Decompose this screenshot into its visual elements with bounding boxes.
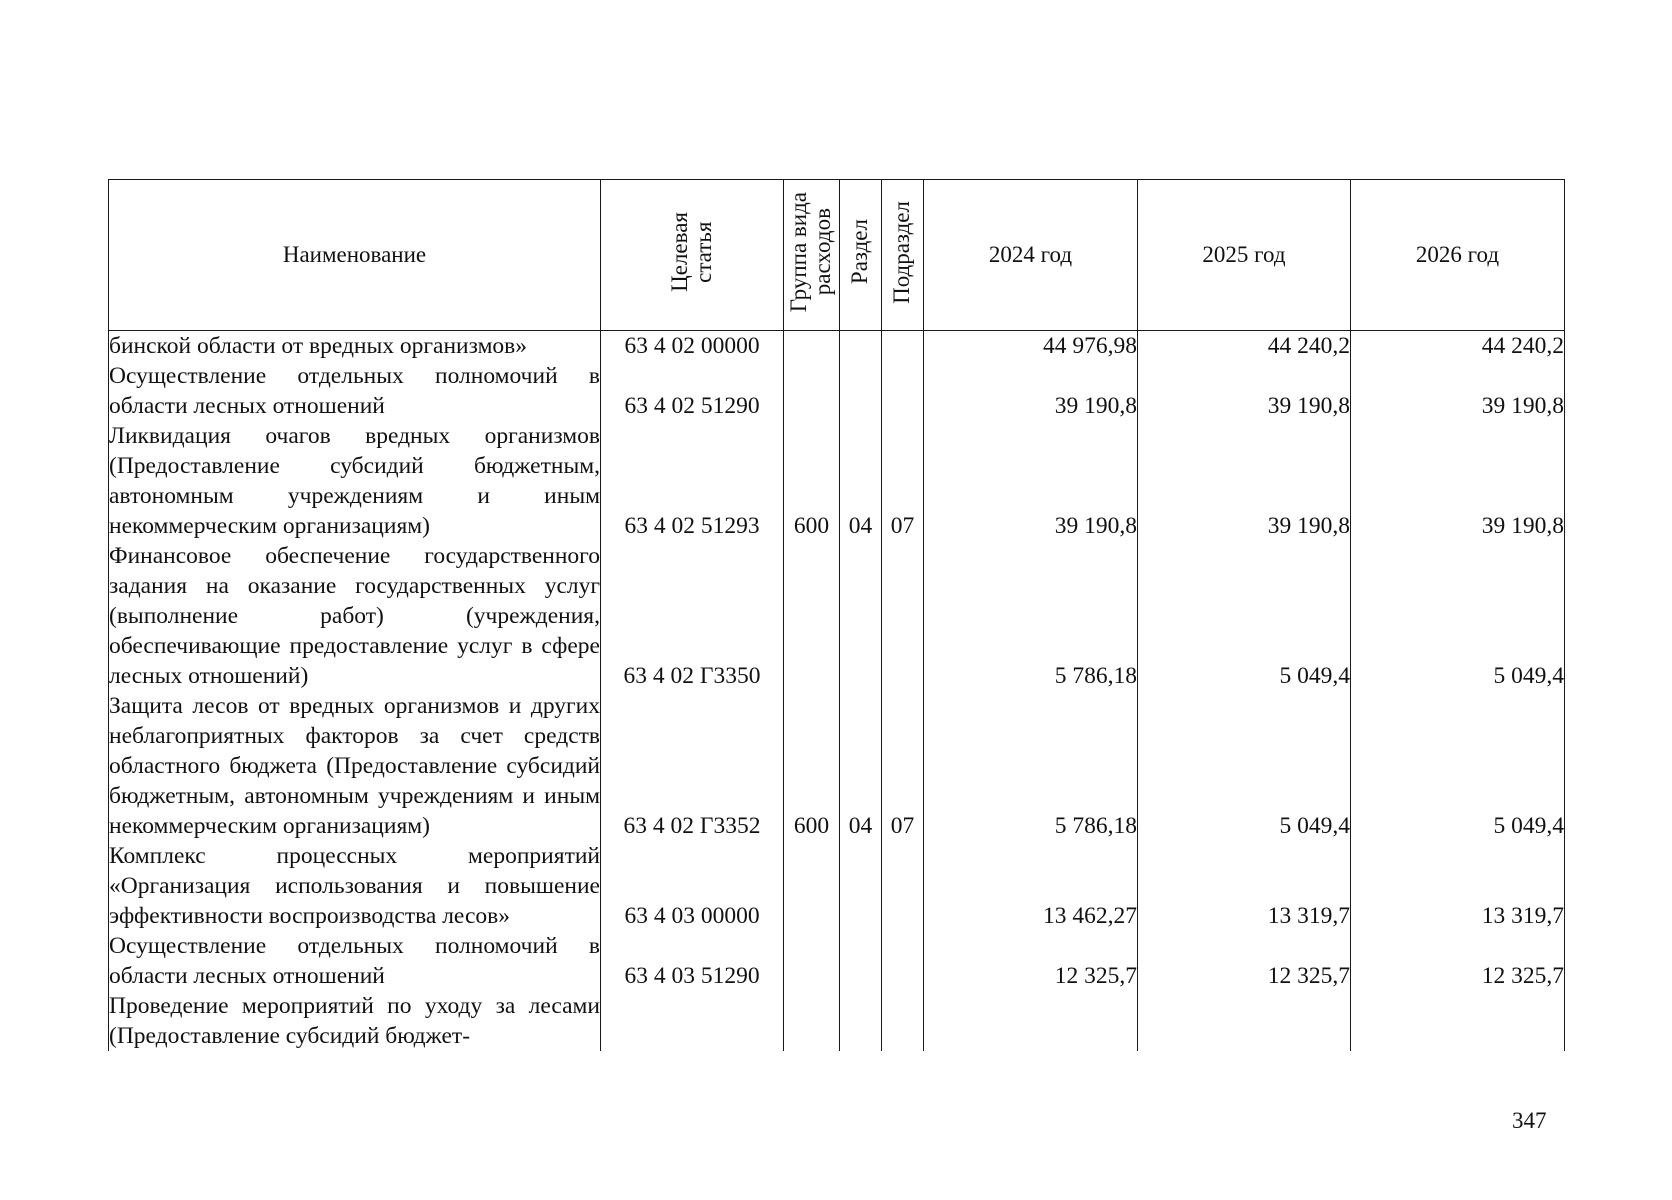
row-target-article: 63 4 02 51290: [601, 361, 784, 421]
table-row: [109, 541, 1565, 691]
row-expense-group: 600: [784, 421, 840, 541]
table-body: [109, 331, 1565, 1052]
table-row: [109, 991, 1565, 1051]
table-row: [109, 331, 1565, 362]
row-value-2025: 39 190,8: [1138, 421, 1351, 541]
row-value-2026: 39 190,8: [1351, 361, 1565, 421]
row-name: Осуществление отдельных полномочий в области лесных отношений: [109, 363, 600, 419]
row-value-2025: 44 240,2: [1138, 331, 1351, 362]
header-name: Наименование: [109, 180, 601, 331]
row-value-2024: [924, 991, 1138, 1051]
row-value-2026: 39 190,8: [1351, 421, 1565, 541]
row-value-2025: 12 325,7: [1138, 931, 1351, 991]
row-value-2026: 13 319,7: [1351, 841, 1565, 931]
row-name: Комплекс процессных мероприятий «Организация использования и повышение эффективности воспроизводства лесов»: [109, 843, 600, 929]
row-value-2025: [1138, 991, 1351, 1051]
row-name: Ликвидация очагов вредных организмов (Предоставление субсидий бюджетным, автономным учреждениям и иным некоммерческим организациям): [109, 423, 600, 539]
row-section: [840, 541, 882, 691]
row-expense-group: [784, 331, 840, 362]
row-value-2026: [1351, 991, 1565, 1051]
header-section: [840, 180, 882, 331]
header-expense-group: [784, 180, 840, 331]
header-subsection: [882, 180, 924, 331]
header-target-article-label: Целевая статья: [666, 212, 716, 292]
row-target-article: 63 4 02 51293: [601, 421, 784, 541]
header-year-2025: 2025 год: [1138, 180, 1351, 331]
row-value-2025: 39 190,8: [1138, 361, 1351, 421]
row-value-2026: 12 325,7: [1351, 931, 1565, 991]
header-subsection-label: Подраздел: [889, 200, 915, 304]
budget-table-container: [108, 179, 1564, 1051]
row-value-2024: 5 786,18: [924, 691, 1138, 841]
row-name: бинской области от вредных организмов»: [109, 331, 601, 362]
row-target-article: 63 4 03 00000: [601, 841, 784, 931]
row-value-2025: 5 049,4: [1138, 541, 1351, 691]
header-row: [109, 180, 1565, 331]
page-number: 347: [1512, 1108, 1547, 1133]
row-target-article: 63 4 02 Г3352: [601, 691, 784, 841]
row-expense-group: [784, 361, 840, 421]
row-expense-group: [784, 991, 840, 1051]
row-subsection: [882, 931, 924, 991]
row-subsection: [882, 331, 924, 362]
row-subsection: [882, 991, 924, 1051]
row-subsection: [882, 361, 924, 421]
table-row: [109, 691, 1565, 841]
table-row: [109, 931, 1565, 991]
header-expense-group-label: Группа вида расходов: [786, 191, 836, 313]
row-value-2024: 39 190,8: [924, 361, 1138, 421]
row-section: 04: [840, 691, 882, 841]
row-value-2025: 13 319,7: [1138, 841, 1351, 931]
table-row: [109, 421, 1565, 541]
row-name: Проведение мероприятий по уходу за лесами (Предоставление субсидий бюджет-: [109, 993, 600, 1049]
row-expense-group: [784, 931, 840, 991]
row-subsection: [882, 841, 924, 931]
row-section: 04: [840, 421, 882, 541]
row-value-2026: 5 049,4: [1351, 691, 1565, 841]
row-subsection: 07: [882, 421, 924, 541]
header-target-article: [601, 180, 784, 331]
table-row: [109, 841, 1565, 931]
row-section: [840, 841, 882, 931]
row-expense-group: [784, 841, 840, 931]
row-value-2026: 5 049,4: [1351, 541, 1565, 691]
row-expense-group: [784, 541, 840, 691]
row-section: [840, 331, 882, 362]
row-name: Финансовое обеспечение государственного задания на оказание государственных услуг (выполнение работ) (учреждения, обеспечивающие предоставление услуг в сфере лесных отношений): [109, 543, 600, 689]
row-value-2026: 44 240,2: [1351, 331, 1565, 362]
row-target-article: [601, 991, 784, 1051]
row-expense-group: 600: [784, 691, 840, 841]
row-section: [840, 361, 882, 421]
row-target-article: 63 4 02 00000: [601, 331, 784, 362]
row-value-2024: 12 325,7: [924, 931, 1138, 991]
row-value-2024: 13 462,27: [924, 841, 1138, 931]
row-subsection: [882, 541, 924, 691]
row-value-2025: 5 049,4: [1138, 691, 1351, 841]
header-section-label: Раздел: [847, 219, 873, 285]
row-section: [840, 931, 882, 991]
row-target-article: 63 4 02 Г3350: [601, 541, 784, 691]
header-year-2026: 2026 год: [1351, 180, 1565, 331]
row-value-2024: 5 786,18: [924, 541, 1138, 691]
table-row: [109, 361, 1565, 421]
row-target-article: 63 4 03 51290: [601, 931, 784, 991]
row-value-2024: 44 976,98: [924, 331, 1138, 362]
row-value-2024: 39 190,8: [924, 421, 1138, 541]
budget-table: [108, 179, 1565, 1051]
row-name: Защита лесов от вредных организмов и других неблагоприятных факторов за счет средств областного бюджета (Предоставление субсидий бюджетным, автономным учреждениям и иным некоммерческим организациям): [109, 693, 600, 839]
row-name: Осуществление отдельных полномочий в области лесных отношений: [109, 933, 600, 989]
header-year-2024: 2024 год: [924, 180, 1138, 331]
row-section: [840, 991, 882, 1051]
row-subsection: 07: [882, 691, 924, 841]
